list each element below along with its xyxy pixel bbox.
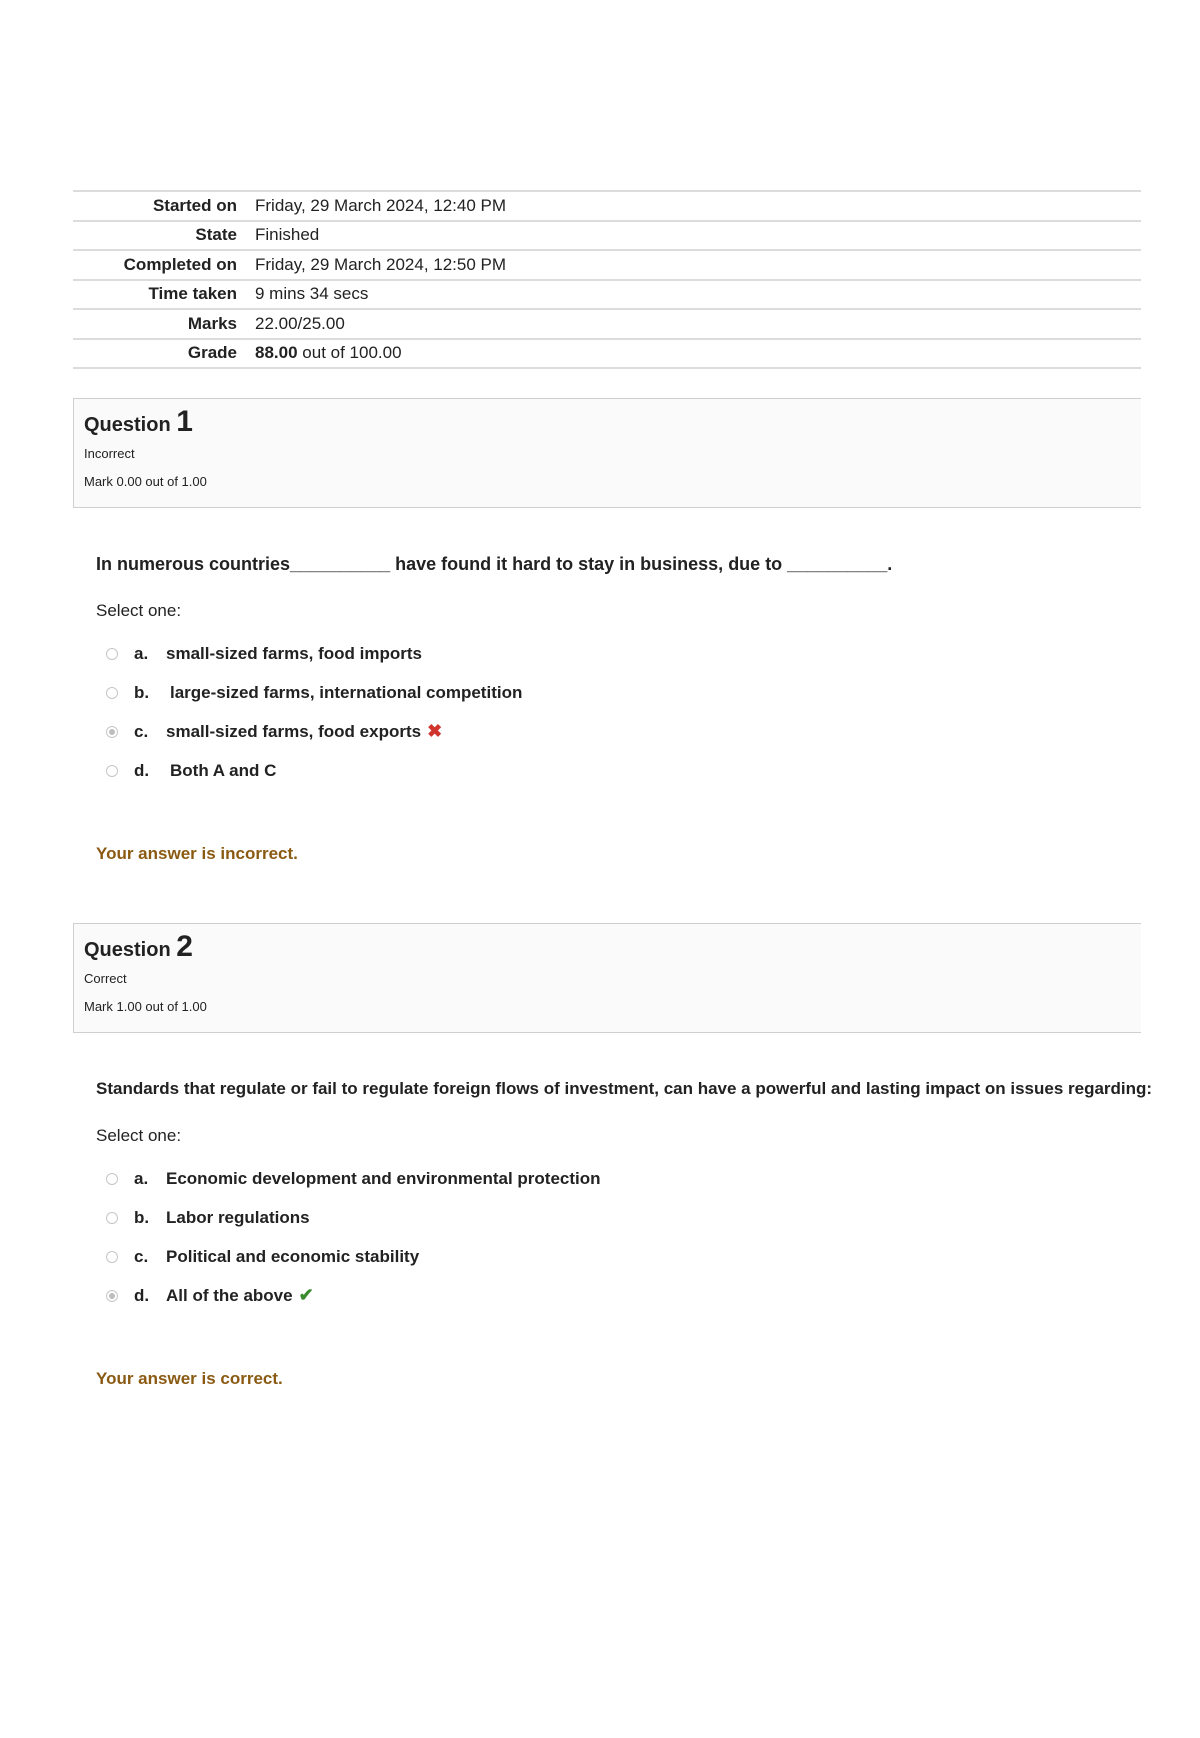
option-letter: d. [134,1285,150,1305]
summary-value: 22.00/25.00 [255,309,1141,339]
grade-out-of: out of 100.00 [302,343,402,363]
summary-label: Time taken [73,280,255,310]
question-title [84,407,1131,440]
question-mark: Mark 1.00 out of 1.00 [84,999,207,1014]
option-letter: c. [134,1246,149,1266]
summary-label: Started on [73,191,255,221]
summary-label: State [73,221,255,251]
radio-button-selected[interactable] [106,1290,118,1302]
option-letter: b. [134,682,150,702]
grade-score: 88.00 [255,343,298,363]
question-title [84,932,1131,965]
summary-value: Friday, 29 March 2024, 12:50 PM [255,250,1141,280]
cross-icon: ✖ [427,721,443,741]
option-letter: b. [134,1207,150,1227]
option-text: Both A and C [170,760,277,780]
answer-option-d[interactable] [96,1276,1141,1315]
option-letter: a. [134,1168,149,1188]
option-text: small-sized farms, food imports [166,643,422,663]
answer-option-c[interactable] [96,712,1141,751]
summary-label: Marks [73,309,255,339]
question-number: 2 [176,930,193,963]
radio-button-selected[interactable] [106,726,118,738]
option-letter: c. [134,721,149,741]
summary-row-completed [73,250,1141,280]
answer-option-b[interactable] [96,673,1141,712]
select-one-prompt: Select one: [96,1126,182,1145]
option-text: large-sized farms, international competition [170,682,523,702]
check-icon: ✔ [298,1285,314,1305]
summary-row-started [73,191,1141,221]
question-state: Incorrect [84,446,135,461]
question-label: Question [84,939,171,961]
summary-row-time-taken [73,280,1141,310]
summary-row-state [73,221,1141,251]
summary-value: Finished [255,221,1141,251]
radio-button[interactable] [106,1212,118,1224]
summary-value: Friday, 29 March 2024, 12:40 PM [255,191,1141,221]
radio-button[interactable] [106,648,118,660]
answer-feedback: Your answer is incorrect. [96,844,298,863]
attempt-summary-table [73,190,1141,369]
answer-feedback: Your answer is correct. [96,1369,283,1388]
question-1-formulation [73,553,1141,865]
option-letter: a. [134,643,149,663]
option-text: Economic development and environmental protection [166,1168,601,1188]
option-letter: d. [134,760,150,780]
option-text: small-sized farms, food exports [166,721,422,741]
answer-option-a[interactable] [96,1159,1141,1198]
answer-options [96,634,1141,790]
question-2-info [73,923,1141,1033]
question-number: 1 [176,405,193,438]
summary-label: Grade [73,339,255,369]
summary-value: 9 mins 34 secs [255,280,1141,310]
answer-option-d[interactable] [96,751,1141,790]
summary-label: Completed on [73,250,255,280]
option-text: Political and economic stability [166,1246,420,1266]
select-one-prompt: Select one: [96,601,182,620]
radio-button[interactable] [106,1251,118,1263]
radio-button[interactable] [106,687,118,699]
quiz-review [73,190,1153,1390]
question-mark: Mark 0.00 out of 1.00 [84,474,207,489]
question-text: In numerous countries__________ have found it hard to stay in business, due to __________. [96,554,893,574]
summary-row-marks [73,309,1141,339]
summary-value [255,339,1141,369]
answer-option-a[interactable] [96,634,1141,673]
radio-button[interactable] [106,765,118,777]
answer-option-b[interactable] [96,1198,1141,1237]
question-2-formulation [73,1078,1153,1390]
question-text: Standards that regulate or fail to regulate foreign flows of investment, can have a powerful and lasting impact on issues regarding: [96,1079,1153,1098]
answer-options [96,1159,1141,1315]
option-text: Labor regulations [166,1207,310,1227]
option-text: All of the above [166,1285,293,1305]
question-1-info [73,398,1141,508]
summary-row-grade [73,339,1141,369]
radio-button[interactable] [106,1173,118,1185]
question-state: Correct [84,971,127,986]
question-label: Question [84,414,171,436]
answer-option-c[interactable] [96,1237,1141,1276]
